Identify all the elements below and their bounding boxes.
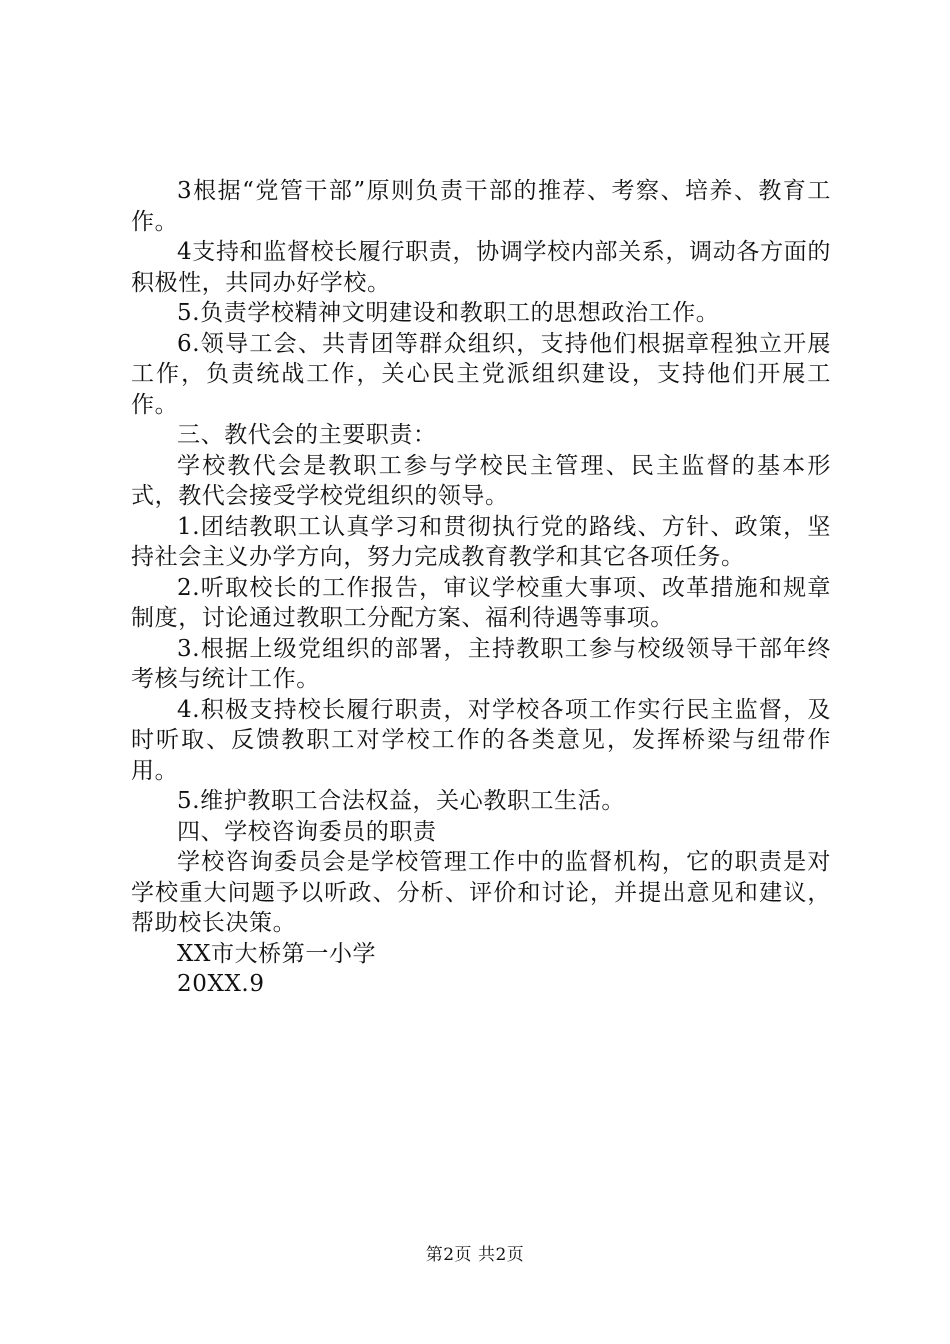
paragraph-leadership-3: 3根据“党管干部”原则负责干部的推荐、考察、培养、教育工作。 xyxy=(131,178,831,235)
paragraph-leadership-4: 4支持和监督校长履行职责，协调学校内部关系，调动各方面的积极性，共同办好学校。 xyxy=(131,239,831,296)
paragraph-leadership-5: 5.负责学校精神文明建设和教职工的思想政治工作。 xyxy=(177,300,720,326)
section-heading-congress: 三、教代会的主要职责： xyxy=(177,422,437,448)
paragraph-congress-4: 4.积极支持校长履行职责，对学校各项工作实行民主监督，及时听取、反馈教职工对学校工作的各类意见，发挥桥梁与纽带作用。 xyxy=(131,696,831,784)
paragraph-congress-1: 1.团结教职工认真学习和贯彻执行党的路线、方针、政策，坚持社会主义办学方向，努力完成教育教学和其它各项任务。 xyxy=(131,513,831,570)
paragraph-congress-3: 3.根据上级党组织的部署，主持教职工参与校级领导干部年终考核与统计工作。 xyxy=(131,635,831,692)
page-number-label: 第2页 共2页 xyxy=(425,1245,525,1265)
page-footer xyxy=(0,1244,950,1266)
paragraph-congress-intro: 学校教代会是教职工参与学校民主管理、民主监督的基本形式，教代会接受学校党组织的领导。 xyxy=(131,452,831,509)
section-heading-advisory: 四、学校咨询委员的职责 xyxy=(177,818,437,845)
signature-school-name: XX市大桥第一小学 xyxy=(177,940,377,967)
signature-date: 20XX.9 xyxy=(177,971,265,997)
paragraph-leadership-6: 6.领导工会、共青团等群众组织，支持他们根据章程独立开展工作，负责统战工作，关心民主党派组织建设，支持他们开展工作。 xyxy=(131,330,831,418)
paragraph-congress-2: 2.听取校长的工作报告，审议学校重大事项、改革措施和规章制度，讨论通过教职工分配方案、福利待遇等事项。 xyxy=(131,574,831,631)
paragraph-advisory-intro: 学校咨询委员会是学校管理工作中的监督机构，它的职责是对学校重大问题予以听政、分析、评价和讨论，并提出意见和建议，帮助校长决策。 xyxy=(131,849,831,936)
document-body xyxy=(131,176,831,1000)
paragraph-congress-5: 5.维护教职工合法权益，关心教职工生活。 xyxy=(177,788,625,814)
